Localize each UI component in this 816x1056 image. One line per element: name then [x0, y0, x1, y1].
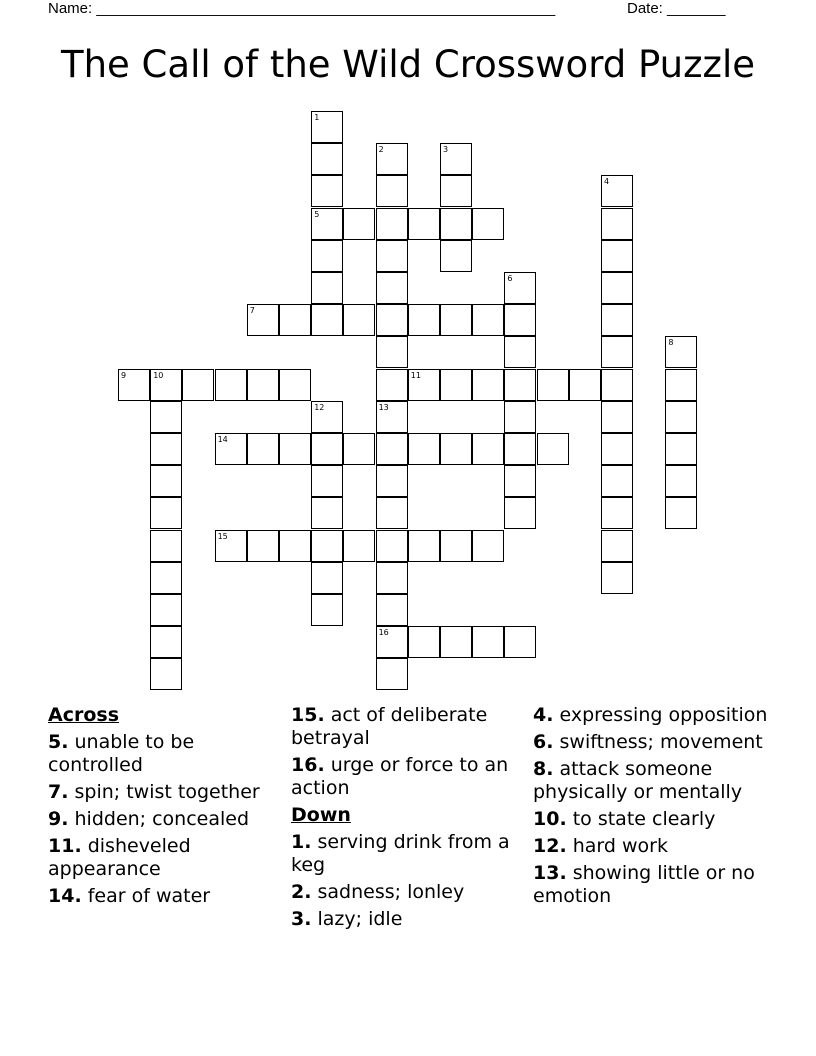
grid-cell[interactable] [504, 272, 536, 304]
page-title: The Call of the Wild Crossword Puzzle [60, 43, 756, 86]
grid-cell[interactable] [472, 369, 504, 401]
grid-cell[interactable] [376, 143, 408, 175]
grid-cell[interactable] [601, 530, 633, 562]
grid-cell[interactable] [343, 304, 375, 336]
grid-cell[interactable] [118, 369, 150, 401]
grid-cell[interactable] [376, 530, 408, 562]
cell-number: 9 [121, 370, 127, 380]
grid-cell[interactable] [247, 369, 279, 401]
grid-cell[interactable] [311, 272, 343, 304]
grid-cell[interactable] [665, 497, 697, 529]
grid-cell[interactable] [504, 626, 536, 658]
grid-cell[interactable] [665, 433, 697, 465]
grid-cell[interactable] [182, 369, 214, 401]
grid-cell[interactable] [311, 111, 343, 143]
grid-cell[interactable] [376, 497, 408, 529]
grid-cell[interactable] [311, 401, 343, 433]
grid-cell[interactable] [150, 401, 182, 433]
clue-across-7: 7. spin; twist together [48, 781, 260, 803]
grid-cell[interactable] [408, 208, 440, 240]
grid-cell[interactable] [472, 530, 504, 562]
grid-cell[interactable] [665, 369, 697, 401]
clue-down-6: 6. swiftness; movement [533, 731, 763, 753]
grid-cell[interactable] [376, 401, 408, 433]
grid-cell[interactable] [601, 433, 633, 465]
clue-down-3: 3. lazy; idle [291, 908, 403, 930]
grid-cell[interactable] [343, 530, 375, 562]
grid-cell[interactable] [440, 175, 472, 207]
grid-cell[interactable] [150, 594, 182, 626]
grid-cell[interactable] [472, 433, 504, 465]
cell-number: 3 [443, 145, 449, 155]
grid-cell[interactable] [247, 433, 279, 465]
grid-cell[interactable] [601, 562, 633, 594]
grid-cell[interactable] [440, 240, 472, 272]
grid-cell[interactable] [311, 497, 343, 529]
clue-across-11: 11. disheveled appearance [48, 835, 191, 880]
grid-cell[interactable] [376, 304, 408, 336]
grid-cell[interactable] [376, 658, 408, 690]
grid-cell[interactable] [440, 433, 472, 465]
cell-number: 13 [378, 402, 389, 412]
grid-cell[interactable] [215, 369, 247, 401]
grid-cell[interactable] [279, 304, 311, 336]
grid-cell[interactable] [440, 304, 472, 336]
date-line: Date: _______ [627, 0, 726, 17]
grid-cell[interactable] [376, 240, 408, 272]
name-line: Name: _______________________________________________________ [48, 0, 556, 17]
grid-cell[interactable] [601, 208, 633, 240]
grid-cell[interactable] [376, 175, 408, 207]
grid-cell[interactable] [440, 369, 472, 401]
cell-number: 7 [249, 306, 255, 316]
grid-cell[interactable] [504, 401, 536, 433]
clues-column-3 [533, 704, 773, 912]
grid-cell[interactable] [311, 530, 343, 562]
grid-cell[interactable] [601, 497, 633, 529]
grid-cell[interactable] [665, 465, 697, 497]
grid-cell[interactable] [408, 530, 440, 562]
grid-cell[interactable] [247, 530, 279, 562]
grid-cell[interactable] [343, 433, 375, 465]
grid-cell[interactable] [150, 497, 182, 529]
grid-cell[interactable] [311, 465, 343, 497]
cell-number: 12 [314, 402, 325, 412]
grid-cell[interactable] [247, 304, 279, 336]
cell-number: 15 [217, 531, 228, 541]
clue-down-1: 1. serving drink from a keg [291, 831, 510, 876]
grid-cell[interactable] [472, 208, 504, 240]
grid-cell[interactable] [215, 530, 247, 562]
cell-number: 16 [378, 628, 389, 638]
grid-cell[interactable] [376, 272, 408, 304]
clue-across-16: 16. urge or force to an action [291, 754, 509, 799]
grid-cell[interactable] [472, 304, 504, 336]
grid-cell[interactable] [376, 208, 408, 240]
grid-cell[interactable] [311, 433, 343, 465]
clue-down-4: 4. expressing opposition [533, 704, 768, 726]
clue-down-2: 2. sadness; lonley [291, 881, 465, 903]
grid-cell[interactable] [376, 336, 408, 368]
grid-cell[interactable] [215, 433, 247, 465]
grid-cell[interactable] [311, 143, 343, 175]
grid-cell[interactable] [601, 369, 633, 401]
grid-cell[interactable] [440, 626, 472, 658]
grid-cell[interactable] [601, 465, 633, 497]
grid-cell[interactable] [665, 336, 697, 368]
grid-cell[interactable] [665, 401, 697, 433]
grid-cell[interactable] [440, 208, 472, 240]
grid-cell[interactable] [279, 433, 311, 465]
grid-cell[interactable] [376, 433, 408, 465]
cell-number: 8 [668, 338, 674, 348]
grid-cell[interactable] [150, 530, 182, 562]
grid-cell[interactable] [440, 530, 472, 562]
grid-cell[interactable] [601, 175, 633, 207]
cell-number: 5 [314, 209, 320, 219]
grid-cell[interactable] [343, 208, 375, 240]
grid-cell[interactable] [537, 433, 569, 465]
grid-cell[interactable] [376, 465, 408, 497]
clues-column-2 [291, 704, 527, 935]
grid-cell[interactable] [376, 626, 408, 658]
grid-cell[interactable] [150, 626, 182, 658]
grid-cell[interactable] [150, 562, 182, 594]
grid-cell[interactable] [311, 240, 343, 272]
grid-cell[interactable] [311, 594, 343, 626]
grid-cell[interactable] [408, 369, 440, 401]
cell-number: 2 [378, 145, 384, 155]
clue-down-8: 8. attack someone physically or mentally [533, 758, 743, 803]
grid-cell[interactable] [279, 369, 311, 401]
grid-cell[interactable] [376, 562, 408, 594]
clues-column-1 [48, 704, 284, 912]
cell-number: 11 [410, 370, 421, 380]
across-heading: Across [48, 704, 120, 726]
grid-cell[interactable] [408, 433, 440, 465]
grid-cell[interactable] [408, 304, 440, 336]
grid-cell[interactable] [150, 433, 182, 465]
grid-cell[interactable] [504, 369, 536, 401]
grid-cell[interactable] [376, 369, 408, 401]
grid-cell[interactable] [601, 240, 633, 272]
grid-cell[interactable] [601, 401, 633, 433]
grid-cell[interactable] [537, 369, 569, 401]
grid-cell[interactable] [472, 626, 504, 658]
grid-cell[interactable] [311, 175, 343, 207]
grid-cell[interactable] [569, 369, 601, 401]
grid-cell[interactable] [601, 336, 633, 368]
down-heading: Down [291, 804, 351, 826]
grid-cell[interactable] [440, 143, 472, 175]
cell-number: 10 [153, 370, 164, 380]
grid-cell[interactable] [504, 304, 536, 336]
cell-number: 1 [314, 113, 320, 122]
grid-cell[interactable] [504, 465, 536, 497]
grid-cell[interactable] [311, 304, 343, 336]
grid-cell[interactable] [376, 594, 408, 626]
clue-across-15: 15. act of deliberate betrayal [291, 704, 488, 749]
grid-cell[interactable] [150, 658, 182, 690]
grid-cell[interactable] [150, 369, 182, 401]
grid-cell[interactable] [601, 304, 633, 336]
cell-number: 4 [604, 177, 610, 187]
grid-cell[interactable] [150, 465, 182, 497]
grid-cell[interactable] [279, 530, 311, 562]
clue-across-9: 9. hidden; concealed [48, 808, 250, 830]
cell-number: 14 [217, 435, 228, 444]
grid-cell[interactable] [601, 272, 633, 304]
grid-cell[interactable] [504, 336, 536, 368]
clue-down-13: 13. showing little or no emotion [533, 862, 755, 907]
cell-number: 6 [507, 274, 513, 283]
clue-across-5: 5. unable to be controlled [48, 731, 195, 776]
grid-cell[interactable] [504, 433, 536, 465]
clue-down-10: 10. to state clearly [533, 808, 716, 830]
clue-across-14: 14. fear of water [48, 885, 211, 907]
clue-down-12: 12. hard work [533, 835, 668, 857]
grid-cell[interactable] [408, 626, 440, 658]
grid-cell[interactable] [311, 562, 343, 594]
grid-cell[interactable] [311, 208, 343, 240]
grid-cell[interactable] [504, 497, 536, 529]
